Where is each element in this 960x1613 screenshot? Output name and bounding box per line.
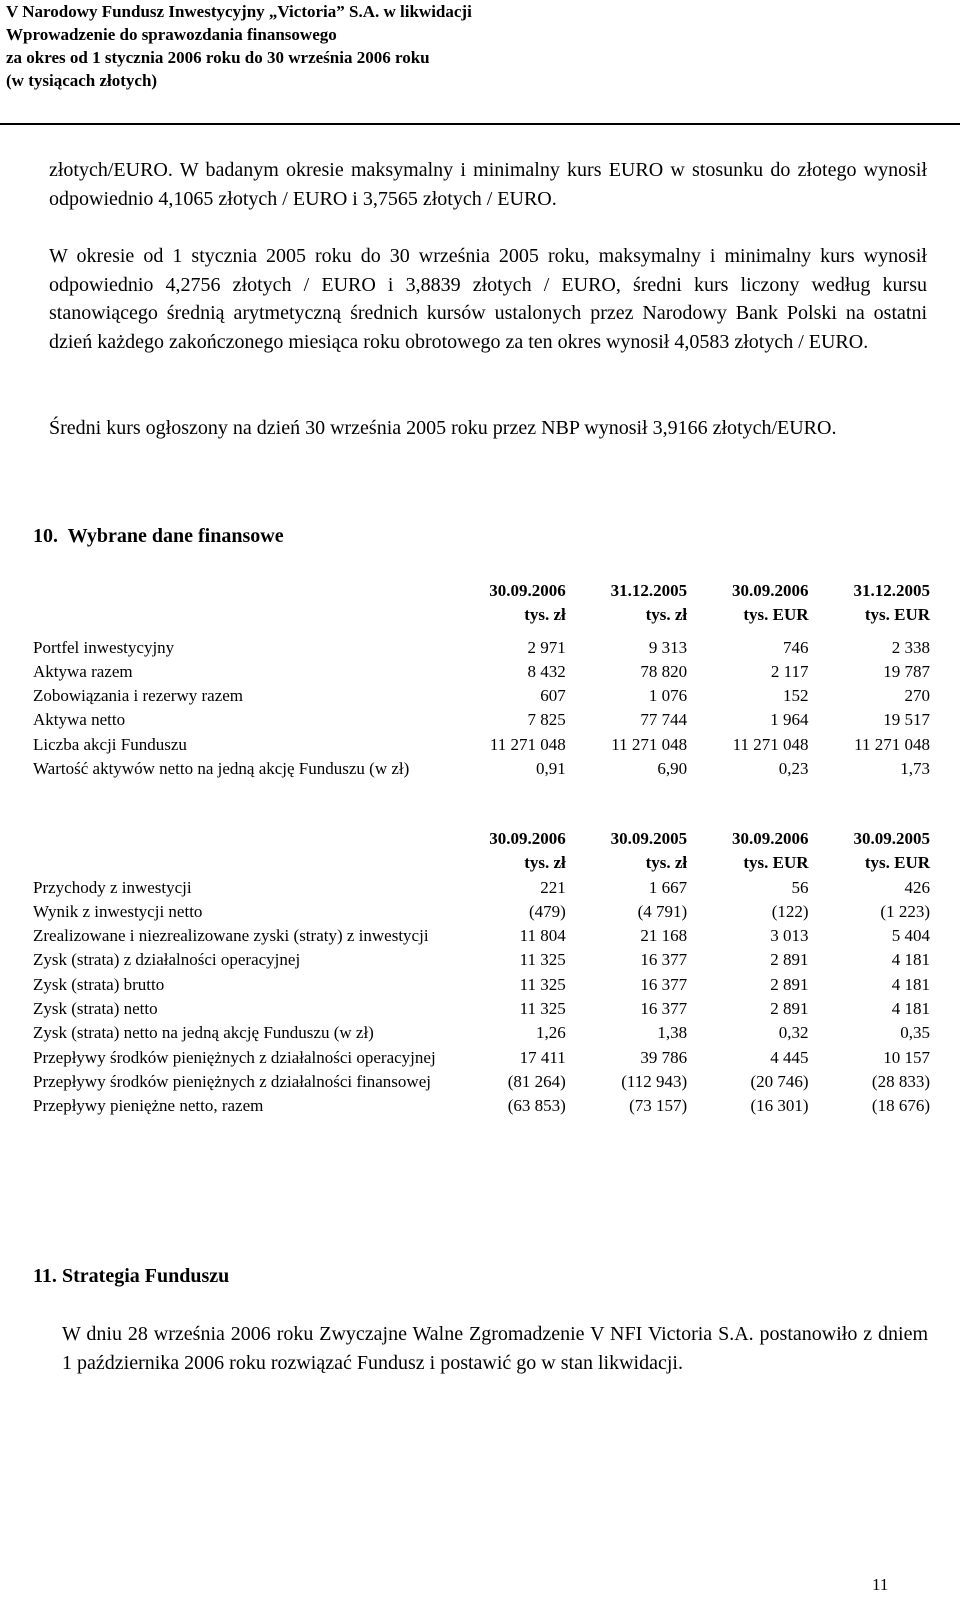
column-unit: tys. EUR bbox=[864, 605, 930, 625]
cell-value: (16 301) bbox=[750, 1096, 809, 1116]
cell-value: 11 804 bbox=[519, 926, 566, 946]
table-row bbox=[33, 733, 930, 757]
cell-value: 77 744 bbox=[640, 710, 688, 730]
header-fund-name: V Narodowy Fundusz Inwestycyjny „Victoria” S.A. w likwidacji bbox=[6, 2, 472, 21]
cell-value: 1,73 bbox=[900, 759, 930, 779]
column-unit: tys. zł bbox=[524, 853, 566, 873]
cell-value: 10 157 bbox=[883, 1047, 930, 1067]
cell-value: 11 271 048 bbox=[489, 734, 566, 754]
column-date: 31.12.2005 bbox=[610, 581, 688, 600]
row-label: Zobowiązania i rezerwy razem bbox=[33, 686, 244, 706]
cell-value: 19 787 bbox=[883, 661, 930, 681]
cell-value: 5 404 bbox=[891, 926, 930, 946]
cell-value: (122) bbox=[771, 901, 809, 921]
cell-value: 4 181 bbox=[891, 950, 930, 970]
cell-value: 17 411 bbox=[519, 1047, 566, 1067]
table-row bbox=[33, 876, 930, 900]
cell-value: 16 377 bbox=[640, 999, 688, 1019]
row-label: Wynik z inwestycji netto bbox=[33, 901, 203, 921]
section-11-number: 11. bbox=[33, 1265, 57, 1287]
table-row bbox=[33, 636, 930, 660]
table-row bbox=[33, 997, 930, 1021]
table-header-dates bbox=[33, 579, 930, 603]
table-row bbox=[33, 1021, 930, 1045]
cell-value: 4 445 bbox=[770, 1047, 809, 1067]
cell-value: 21 168 bbox=[640, 926, 688, 946]
cell-value: 0,32 bbox=[778, 1023, 809, 1043]
column-unit: tys. zł bbox=[524, 605, 566, 625]
row-label: Przepływy środków pieniężnych z działalności operacyjnej bbox=[33, 1047, 436, 1067]
cell-value: 1,26 bbox=[536, 1023, 566, 1043]
cell-value: 11 325 bbox=[519, 950, 566, 970]
table-row bbox=[33, 948, 930, 972]
cell-value: 4 181 bbox=[891, 999, 930, 1019]
cell-value: 2 891 bbox=[770, 974, 809, 994]
cell-value: 11 271 048 bbox=[732, 734, 809, 754]
cell-value: 0,23 bbox=[778, 759, 809, 779]
cell-value: (4 791) bbox=[637, 901, 688, 921]
cell-value: 2 891 bbox=[770, 999, 809, 1019]
row-label: Zysk (strata) z działalności operacyjnej bbox=[33, 950, 301, 970]
cell-value: 607 bbox=[540, 686, 566, 706]
cell-value: 1 076 bbox=[648, 686, 688, 706]
row-label: Aktywa netto bbox=[33, 710, 126, 730]
row-label: Przepływy środków pieniężnych z działalności finansowej bbox=[33, 1071, 431, 1091]
section-10-title: Wybrane dane finansowe bbox=[67, 525, 284, 547]
paragraph-euro-rate-2005: W okresie od 1 stycznia 2005 roku do 30 września 2005 roku, maksymalny i minimalny kurs wynosił odpowiednio 4,2756 złotych / EURO i 3,8839 złotych / EURO, średni kurs liczony według kursu stanowiącego średnią arytmetyczną średnich kursów ustalonych przez Narodowy Bank Polski na ostatni dzień każdego zakończonego miesiąca roku obrotowego za ten okres wynosił 4,0583 złotych / EURO. bbox=[49, 245, 927, 353]
column-date: 30.09.2006 bbox=[489, 581, 566, 600]
cell-value: (81 264) bbox=[507, 1071, 566, 1091]
column-date: 30.09.2005 bbox=[610, 829, 688, 848]
cell-value: (63 853) bbox=[507, 1096, 566, 1116]
table-row bbox=[33, 1094, 930, 1118]
document-header bbox=[0, 0, 960, 92]
cell-value: (28 833) bbox=[871, 1071, 930, 1091]
cell-value: (73 157) bbox=[629, 1096, 688, 1116]
income-cashflow-table bbox=[33, 827, 930, 1119]
table-header-dates bbox=[33, 827, 930, 851]
cell-value: 2 891 bbox=[770, 950, 809, 970]
balance-sheet-table bbox=[33, 579, 930, 781]
column-unit: tys. EUR bbox=[743, 853, 809, 873]
row-label: Wartość aktywów netto na jedną akcję Funduszu (w zł) bbox=[33, 759, 410, 779]
row-label: Portfel inwestycyjny bbox=[33, 637, 175, 657]
cell-value: (479) bbox=[528, 901, 566, 921]
cell-value: 2 971 bbox=[527, 637, 566, 657]
section-11-title: Strategia Funduszu bbox=[62, 1265, 230, 1287]
cell-value: 3 013 bbox=[770, 926, 809, 946]
section-10-heading bbox=[33, 525, 284, 548]
row-label: Zysk (strata) netto na jedną akcję Funduszu (w zł) bbox=[33, 1023, 374, 1043]
cell-value: 0,35 bbox=[900, 1023, 930, 1043]
cell-value: 8 432 bbox=[527, 661, 566, 681]
cell-value: 11 325 bbox=[519, 974, 566, 994]
cell-value: 2 117 bbox=[770, 661, 809, 681]
header-document-title: Wprowadzenie do sprawozdania finansowego bbox=[6, 25, 337, 44]
row-label: Aktywa razem bbox=[33, 661, 133, 681]
column-unit: tys. EUR bbox=[864, 853, 930, 873]
column-date: 30.09.2005 bbox=[853, 829, 930, 848]
column-date: 30.09.2006 bbox=[732, 581, 809, 600]
column-unit: tys. zł bbox=[645, 605, 688, 625]
table-row bbox=[33, 684, 930, 708]
section-11-heading bbox=[33, 1265, 230, 1288]
table-row bbox=[33, 660, 930, 684]
cell-value: (20 746) bbox=[750, 1071, 809, 1091]
table-row bbox=[33, 924, 930, 948]
row-label: Zrealizowane i niezrealizowane zyski (straty) z inwestycji bbox=[33, 926, 429, 946]
column-date: 30.09.2006 bbox=[489, 829, 566, 848]
cell-value: 221 bbox=[540, 877, 566, 897]
header-units: (w tysiącach złotych) bbox=[6, 71, 158, 90]
cell-value: 16 377 bbox=[640, 974, 688, 994]
row-label: Zysk (strata) netto bbox=[33, 999, 158, 1019]
cell-value: 270 bbox=[904, 686, 930, 706]
table-row bbox=[33, 1070, 930, 1094]
column-date: 31.12.2005 bbox=[853, 581, 930, 600]
column-date: 30.09.2006 bbox=[732, 829, 809, 848]
cell-value: 1,38 bbox=[657, 1023, 688, 1043]
table-header-units bbox=[33, 603, 930, 627]
cell-value: (18 676) bbox=[871, 1096, 930, 1116]
table-row bbox=[33, 900, 930, 924]
cell-value: 1 667 bbox=[648, 877, 688, 897]
header-divider bbox=[0, 123, 960, 125]
cell-value: (112 943) bbox=[621, 1071, 688, 1091]
cell-value: 16 377 bbox=[640, 950, 688, 970]
cell-value: 78 820 bbox=[640, 661, 688, 681]
row-label: Przychody z inwestycji bbox=[33, 877, 192, 897]
table-row bbox=[33, 1046, 930, 1070]
cell-value: 11 325 bbox=[519, 999, 566, 1019]
paragraph-euro-rate-2006: złotych/EURO. W badanym okresie maksymalny i minimalny kurs EURO w stosunku do złotego wynosił odpowiednio 4,1065 złotych / EURO i 3,7565 złotych / EURO. bbox=[49, 159, 927, 210]
table-row bbox=[33, 628, 930, 636]
table-row bbox=[33, 757, 930, 781]
column-unit: tys. zł bbox=[645, 853, 688, 873]
paragraph-fund-strategy: W dniu 28 września 2006 roku Zwyczajne Walne Zgromadzenie V NFI Victoria S.A. postanowiło z dniem 1 października 2006 roku rozwiązać Fundusz i postawić go w stan likwidacji. bbox=[62, 1323, 928, 1374]
cell-value: 1 964 bbox=[770, 710, 809, 730]
cell-value: 746 bbox=[783, 637, 809, 657]
section-10-number: 10. bbox=[33, 525, 58, 547]
cell-value: 152 bbox=[783, 686, 809, 706]
cell-value: 19 517 bbox=[883, 710, 930, 730]
page-number: 11 bbox=[872, 1575, 889, 1594]
cell-value: 0,91 bbox=[536, 759, 566, 779]
row-label: Zysk (strata) brutto bbox=[33, 974, 165, 994]
cell-value: (1 223) bbox=[880, 901, 930, 921]
cell-value: 426 bbox=[904, 877, 930, 897]
column-unit: tys. EUR bbox=[743, 605, 809, 625]
cell-value: 2 338 bbox=[891, 637, 930, 657]
row-label: Liczba akcji Funduszu bbox=[33, 734, 187, 754]
cell-value: 39 786 bbox=[640, 1047, 688, 1067]
cell-value: 7 825 bbox=[527, 710, 566, 730]
table-header-units bbox=[33, 851, 930, 875]
row-label: Przepływy pieniężne netto, razem bbox=[33, 1096, 264, 1116]
cell-value: 4 181 bbox=[891, 974, 930, 994]
cell-value: 56 bbox=[791, 877, 809, 897]
cell-value: 11 271 048 bbox=[854, 734, 930, 754]
paragraph-nbp-rate: Średni kurs ogłoszony na dzień 30 września 2005 roku przez NBP wynosił 3,9166 złotych/EURO. bbox=[49, 417, 837, 439]
table-row bbox=[33, 973, 930, 997]
cell-value: 11 271 048 bbox=[611, 734, 688, 754]
cell-value: 9 313 bbox=[648, 637, 688, 657]
table-row bbox=[33, 708, 930, 732]
cell-value: 6,90 bbox=[657, 759, 688, 779]
header-period: za okres od 1 stycznia 2006 roku do 30 września 2006 roku bbox=[6, 48, 430, 67]
